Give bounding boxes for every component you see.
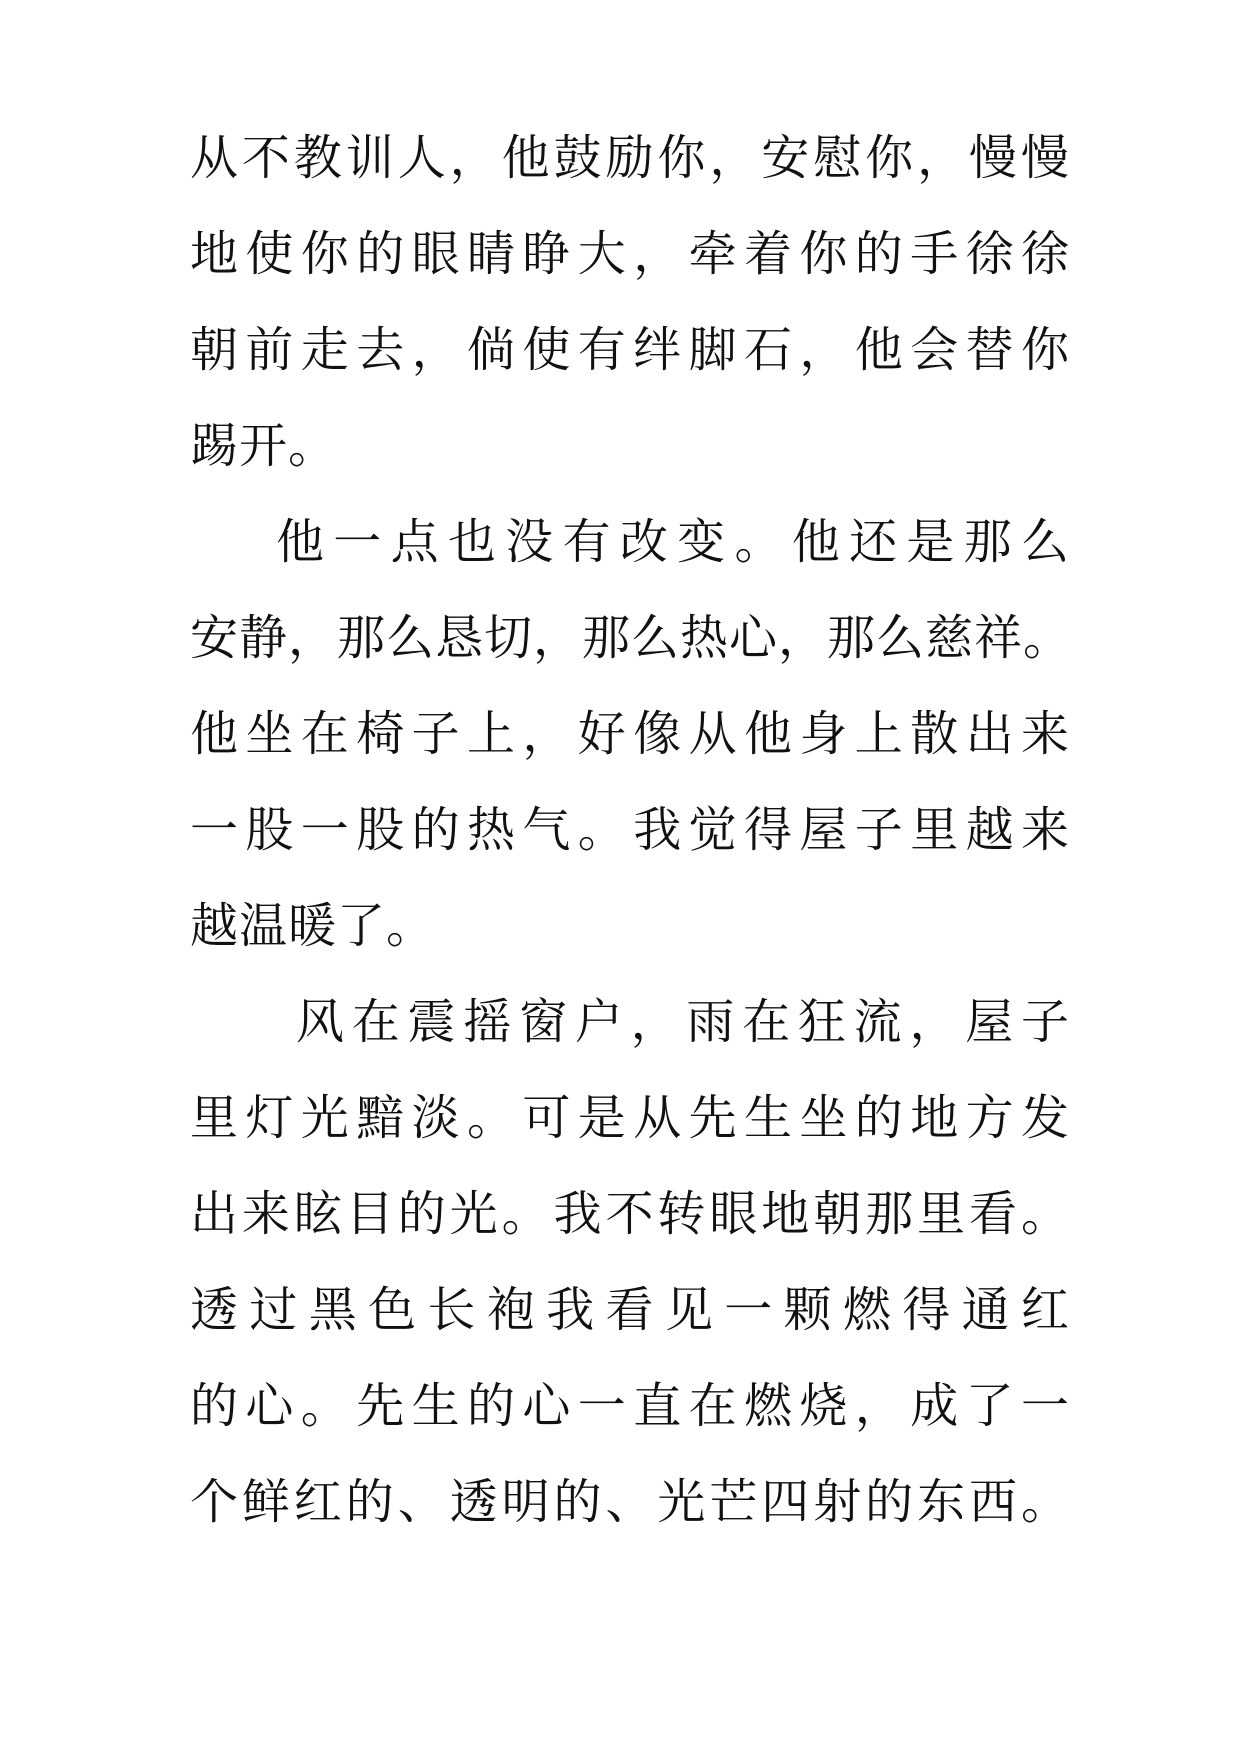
text-line: 越温暖了。 (190, 898, 436, 954)
text-line: 出来眩目的光。我不转眼地朝那里看。 (190, 1186, 1070, 1242)
text-line: 安静，那么恳切，那么热心，那么慈祥。 (190, 610, 1073, 666)
body-text (190, 110, 1073, 1550)
text-line: 个鲜红的、透明的、光芒四射的东西。 (190, 1474, 1070, 1530)
paragraph-1 (190, 110, 1070, 494)
text-line: 里灯光黯淡。可是从先生坐的地方发 (190, 1090, 1070, 1146)
text-line: 他坐在椅子上，好像从他身上散出来 (190, 706, 1070, 762)
paragraph-2 (190, 494, 1073, 974)
text-line: 地使你的眼睛睁大，牵着你的手徐徐 (190, 226, 1070, 282)
text-line: 一股一股的热气。我觉得屋子里越来 (190, 802, 1070, 858)
text-line: 他一点也没有改变。他还是那么 (276, 514, 1070, 570)
text-line: 从不教训人，他鼓励你，安慰你，慢慢 (190, 130, 1070, 186)
text-line: 朝前走去，倘使有绊脚石，他会替你 (190, 322, 1070, 378)
text-line: 的心。先生的心一直在燃烧，成了一 (190, 1378, 1070, 1434)
text-line: 风在震摇窗户，雨在狂流，屋子 (296, 994, 1070, 1050)
text-line: 透过黑色长袍我看见一颗燃得通红 (190, 1282, 1070, 1338)
text-line: 踢开。 (190, 418, 338, 474)
paragraph-3 (190, 974, 1070, 1550)
